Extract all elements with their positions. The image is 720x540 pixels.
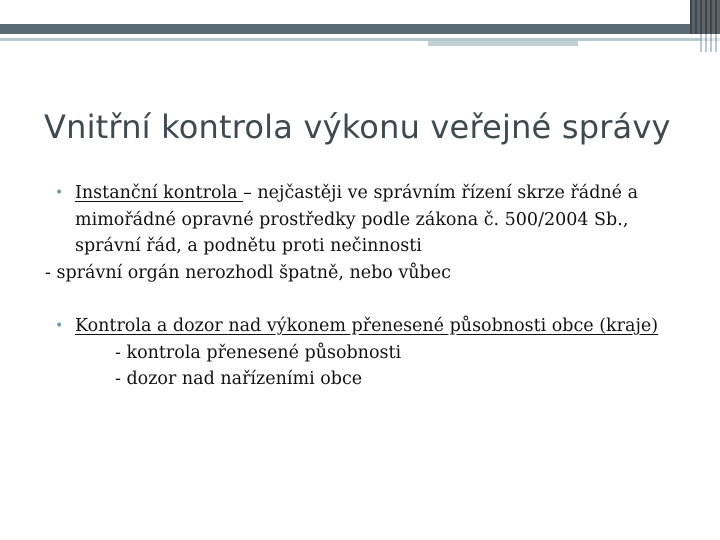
bullet-note: - správní orgán nerozhodl špatně, nebo vůbec (45, 262, 451, 283)
bullet-text: – nejčastěji ve správním řízení skrze řádné a (243, 183, 639, 203)
bullet-marker: • (55, 185, 64, 201)
spacer (0, 286, 720, 312)
corner-stripes (690, 0, 720, 34)
sub-item: - dozor nad nařízeními obce (115, 369, 363, 389)
corner-thin-stripes (700, 34, 720, 52)
bullet-heading: Kontrola a dozor nad výkonem přenesené působnosti obce (kraje) (75, 316, 659, 336)
bullet-item-2 (0, 313, 720, 340)
slide-body (0, 180, 720, 393)
bullet-continuation: správní řád, a podnětu proti nečinnosti (75, 236, 422, 256)
bullet-continuation: mimořádné opravné prostředky podle zákona č. 500/2004 Sb., (75, 209, 629, 230)
bullet-marker: • (55, 318, 64, 334)
header-thin-line (0, 38, 720, 41)
bullet-heading: Instanční kontrola (75, 183, 244, 203)
header-accent-bar (0, 24, 720, 34)
sub-item: - kontrola přenesené působnosti (115, 342, 402, 363)
header-band (0, 0, 720, 24)
bullet-item-1 (0, 180, 720, 207)
header-short-line (428, 41, 578, 46)
slide-title: Vnitřní kontrola výkonu veřejné správy (44, 108, 671, 146)
